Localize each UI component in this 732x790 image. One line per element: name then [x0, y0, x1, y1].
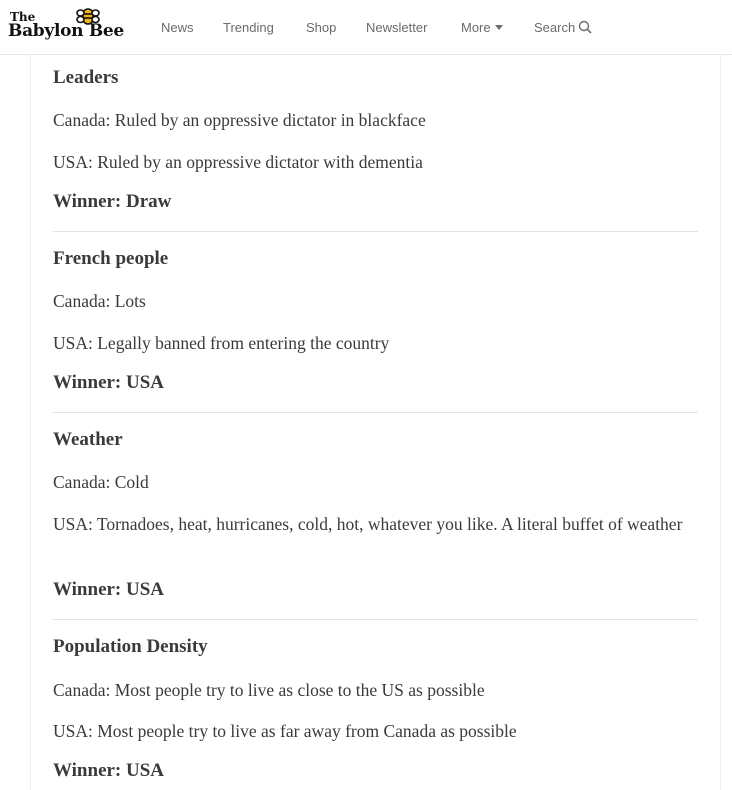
canada-entry: Canada: Cold: [53, 472, 149, 492]
site-header: [0, 0, 732, 55]
nav-more[interactable]: [461, 0, 503, 55]
usa-entry: USA: Legally banned from entering the country: [53, 333, 390, 353]
nav-newsletter[interactable]: [366, 0, 427, 55]
logo-name-text: Babylon Bee: [8, 21, 124, 41]
nav-news-label: News: [161, 20, 194, 35]
winner-line: Winner: Draw: [53, 191, 172, 212]
site-logo[interactable]: [8, 7, 133, 45]
logo-the-text: The: [10, 10, 36, 24]
section-heading: Leaders: [53, 67, 119, 88]
canada-entry: Canada: Lots: [53, 291, 146, 311]
nav-shop[interactable]: [306, 0, 336, 55]
caret-down-icon: [495, 25, 503, 30]
search-icon: [578, 20, 592, 34]
section-divider: [53, 619, 698, 620]
section-heading: Population Density: [53, 636, 208, 657]
section-divider: [53, 412, 698, 413]
canada-entry: Canada: Ruled by an oppressive dictator in blackface: [53, 110, 426, 130]
usa-entry: USA: Ruled by an oppressive dictator with dementia: [53, 152, 423, 172]
usa-entry: USA: Most people try to live as far away from Canada as possible: [53, 721, 517, 741]
nav-shop-label: Shop: [306, 20, 337, 35]
winner-line: Winner: USA: [53, 579, 165, 600]
winner-line: Winner: USA: [53, 760, 165, 781]
article-body: [30, 55, 721, 790]
section-heading: Weather: [53, 429, 123, 450]
winner-line: Winner: USA: [53, 372, 165, 393]
nav-trending-label: Trending: [223, 20, 274, 35]
nav-more-label: More: [461, 20, 491, 35]
section-divider: [53, 231, 698, 232]
nav-newsletter-label: Newsletter: [366, 20, 428, 35]
usa-entry: USA: Tornadoes, heat, hurricanes, cold, hot, whatever you like. A literal buffet of weather: [53, 514, 683, 534]
nav-search[interactable]: [534, 0, 592, 55]
nav-news[interactable]: [161, 0, 194, 55]
section-heading: French people: [53, 248, 169, 269]
nav-search-label: Search: [534, 20, 576, 35]
canada-entry: Canada: Most people try to live as close to the US as possible: [53, 680, 485, 700]
nav-trending[interactable]: [223, 0, 274, 55]
